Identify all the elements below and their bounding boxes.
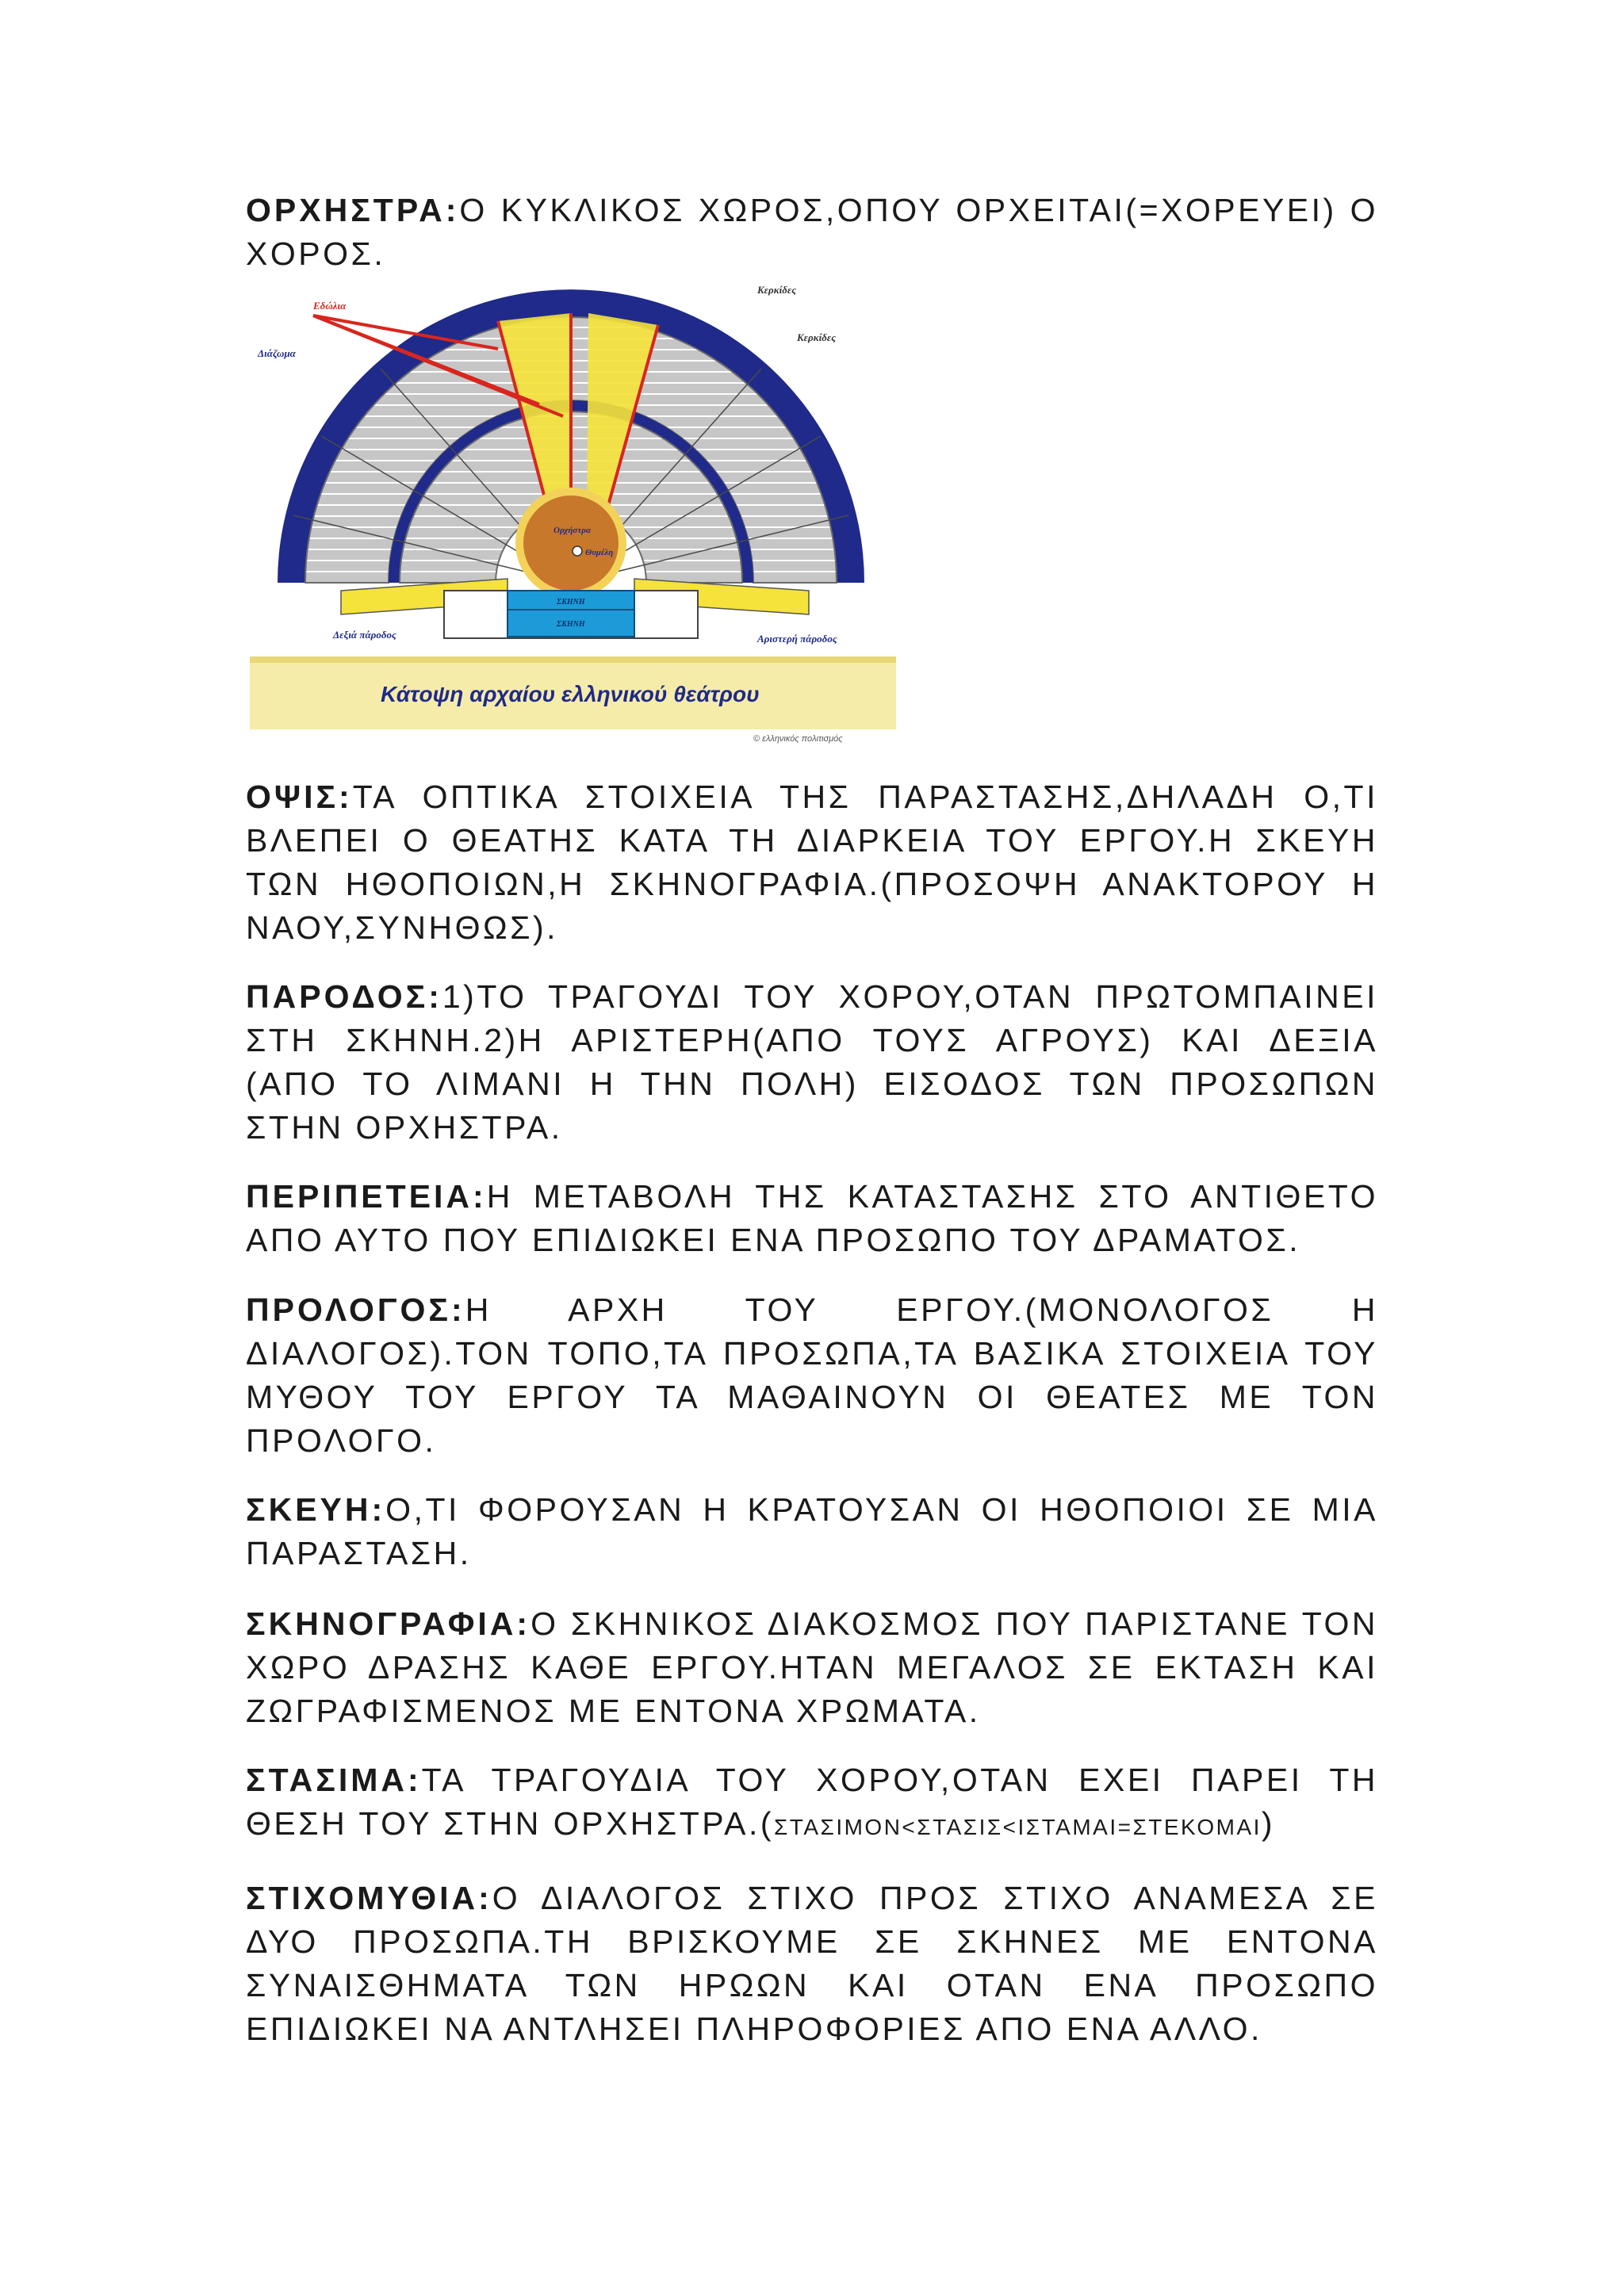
figure-caption: Κάτοψη αρχαίου ελληνικού θεάτρου — [381, 682, 760, 706]
label-kerkides-right: Κερκίδες — [797, 331, 836, 343]
term-label: ΟΡΧΗΣΤΡΑ: — [246, 192, 460, 228]
entry-orchestra — [246, 189, 1378, 276]
term-label: ΣΚΕΥΗ: — [246, 1491, 386, 1528]
definition-text: Η ΜΕΤΑΒΟΛΗ ΤΗΣ ΚΑΤΑΣΤΑΣΗΣ ΣΤΟ ΑΝΤΙΘΕΤΟ ΑΠΟ ΑΥΤΟ ΠΟΥ ΕΠΙΔΙΩΚΕΙ ΕΝΑ ΠΡΟΣΩΠΟ ΤΟΥ ΔΡΑΜΑΤΟΣ. — [246, 1178, 1378, 1258]
definition-text: 1)ΤΟ ΤΡΑΓΟΥΔΙ ΤΟΥ ΧΟΡΟΥ,ΟΤΑΝ ΠΡΩΤΟΜΠΑΙΝΕΙ ΣΤΗ ΣΚΗΝΗ.2)Η ΑΡΙΣΤΕΡΗ(ΑΠΟ ΤΟΥΣ ΑΓΡΟΥΣ) ΚΑΙ ΔΕΞΙΑ (ΑΠΟ ΤΟ ΛΙΜΑΝΙ Η ΤΗΝ ΠΟΛΗ) ΕΙΣΟΔΟΣ ΤΩΝ ΠΡΟΣΩΠΩΝ ΣΤΗΝ ΟΡΧΗΣΤΡΑ. — [246, 978, 1378, 1146]
entry-peripeteia — [246, 1175, 1378, 1262]
figure-credit: © ελληνικός πολιτισμός — [753, 734, 843, 744]
term-label: ΣΚΗΝΟΓΡΑΦΙΑ: — [246, 1605, 531, 1642]
entry-parodos — [246, 975, 1378, 1150]
term-label: ΣΤΙΧΟΜΥΘΙΑ: — [246, 1880, 492, 1916]
definition-text: ΤΑ ΟΠΤΙΚΑ ΣΤΟΙΧΕΙΑ ΤΗΣ ΠΑΡΑΣΤΑΣΗΣ,ΔΗΛΑΔΗ Ο,ΤΙ ΒΛΕΠΕΙ Ο ΘΕΑΤΗΣ ΚΑΤΑ ΤΗ ΔΙΑΡΚΕΙΑ ΤΟΥ ΕΡΓΟΥ.Η ΣΚΕΥΗ ΤΩΝ ΗΘΟΠΟΙΩΝ,Η ΣΚΗΝΟΓΡΑΦΙΑ.(ΠΡΟΣΟΨΗ ΑΝΑΚΤΟΡΟΥ Η ΝΑΟΥ,ΣΥΝΗΘΩΣ). — [246, 779, 1378, 946]
etymology-note: ΣΤΑΣΙΜΟΝ<ΣΤΑΣΙΣ<ΙΣΤΑΜΑΙ=ΣΤΕΚΟΜΑΙ — [774, 1815, 1262, 1839]
label-kerkides-top: Κερκίδες — [757, 284, 796, 296]
definition-text: Ο,ΤΙ ΦΟΡΟΥΣΑΝ Η ΚΡΑΤΟΥΣΑΝ ΟΙ ΗΘΟΠΟΙΟΙ ΣΕ ΜΙΑ ΠΑΡΑΣΤΑΣΗ. — [246, 1491, 1378, 1571]
entry-skinografia — [246, 1602, 1378, 1733]
term-label: ΠΡΟΛΟΓΟΣ: — [246, 1292, 465, 1328]
label-aristeri-parodos: Αριστερή πάροδος — [757, 633, 837, 645]
label-orchestra: Ορχήστρα — [553, 526, 591, 535]
definition-text: Ο ΣΚΗΝΙΚΟΣ ΔΙΑΚΟΣΜΟΣ ΠΟΥ ΠΑΡΙΣΤΑΝΕ ΤΟΝ ΧΩΡΟ ΔΡΑΣΗΣ ΚΑΘΕ ΕΡΓΟΥ.ΗΤΑΝ ΜΕΓΑΛΟΣ ΣΕ ΕΚΤΑΣΗ ΚΑΙ ΖΩΓΡΑΦΙΣΜΕΝΟΣ ΜΕ ΕΝΤΟΝΑ ΧΡΩΜΑΤΑ. — [246, 1605, 1378, 1729]
theatre-plan-figure — [246, 277, 904, 745]
definition-text: Ο ΔΙΑΛΟΓΟΣ ΣΤΙΧΟ ΠΡΟΣ ΣΤΙΧΟ ΑΝΑΜΕΣΑ ΣΕ ΔΥΟ ΠΡΟΣΩΠΑ.ΤΗ ΒΡΙΣΚΟΥΜΕ ΣΕ ΣΚΗΝΕΣ ΜΕ ΕΝΤΟΝΑ ΣΥΝΑΙΣΘΗΜΑΤΑ ΤΩΝ ΗΡΩΩΝ ΚΑΙ ΟΤΑΝ ΕΝΑ ΠΡΟΣΩΠΟ ΕΠΙΔΙΩΚΕΙ ΝΑ ΑΝΤΛΗΣΕΙ ΠΛΗΡΟΦΟΡΙΕΣ ΑΠΟ ΕΝΑ ΑΛΛΟ. — [246, 1880, 1378, 2047]
entry-stasima — [246, 1758, 1378, 1849]
definition-text: Ο ΚΥΚΛΙΚΟΣ ΧΩΡΟΣ,ΟΠΟΥ ΟΡΧΕΙΤΑΙ(=ΧΟΡΕΥΕΙ) Ο ΧΟΡΟΣ. — [246, 192, 1378, 272]
term-label: ΣΤΑΣΙΜΑ: — [246, 1762, 422, 1798]
entry-stichomythia — [246, 1877, 1378, 2051]
label-diazoma: Διάζωμα — [258, 347, 296, 359]
label-edolia: Εδώλια — [313, 300, 347, 312]
label-skini: ΣΚΗΝΗ — [557, 620, 585, 629]
closing-paren: ) — [1261, 1805, 1276, 1842]
definition-text: ΤΑ ΤΡΑΓΟΥΔΙΑ ΤΟΥ ΧΟΡΟΥ,ΟΤΑΝ ΕΧΕΙ ΠΑΡΕΙ ΤΗ ΘΕΣΗ ΤΟΥ ΣΤΗΝ ΟΡΧΗΣΤΡΑ.( — [246, 1762, 1378, 1842]
term-label: ΠΕΡΙΠΕΤΕΙΑ: — [246, 1178, 487, 1215]
entry-skeui — [246, 1488, 1378, 1575]
term-label: ΠΑΡΟΔΟΣ: — [246, 978, 442, 1015]
definition-text: Η ΑΡΧΗ ΤΟΥ ΕΡΓΟΥ.(ΜΟΝΟΛΟΓΟΣ Η ΔΙΑΛΟΓΟΣ).ΤΟΝ ΤΟΠΟ,ΤΑ ΠΡΟΣΩΠΑ,ΤΑ ΒΑΣΙΚΑ ΣΤΟΙΧΕΙΑ ΤΟΥ ΜΥΘΟΥ ΤΟΥ ΕΡΓΟΥ ΤΑ ΜΑΘΑΙΝΟΥΝ ΟΙ ΘΕΑΤΕΣ ΜΕ ΤΟΝ ΠΡΟΛΟΓΟ. — [246, 1292, 1378, 1459]
label-proskinio: ΣΚΗΝΗ — [557, 598, 585, 607]
term-label: ΟΨΙΣ: — [246, 779, 353, 815]
label-thymeli: Θυμέλη — [585, 548, 614, 557]
label-dexia-parodos: Δεξιά πάροδος — [333, 629, 396, 641]
entry-prologos — [246, 1288, 1378, 1463]
entry-opsis — [246, 775, 1378, 950]
